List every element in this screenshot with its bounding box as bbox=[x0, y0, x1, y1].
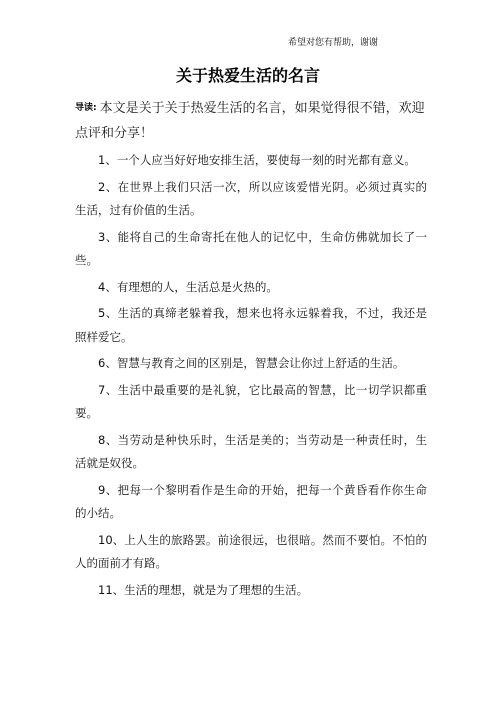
intro-text: 本文是关于关于热爱生活的名言，如果觉得很不错，欢迎点评和分享！ bbox=[75, 101, 425, 141]
quote-item: 6、智慧与教育之间的区别是，智慧会让你过上舒适的生活。 bbox=[98, 356, 405, 370]
quote-item: 10、上人生的旅路罢。前途很远，也很暗。然而不要怕。不怕的人的面前才有路。 bbox=[75, 532, 427, 570]
header-note: 希望对您有帮助，谢谢 bbox=[288, 38, 379, 48]
quote-item: 1、一个人应当好好地安排生活，要使每一刻的时光都有意义。 bbox=[98, 153, 416, 167]
quote-item: 5、生活的真缔老躲着我，想来也将永远躲着我，不过，我还是照样爱它。 bbox=[75, 306, 427, 344]
quote-list bbox=[75, 149, 427, 605]
quote-item: 4、有理想的人，生活总是火热的。 bbox=[98, 279, 278, 294]
quote-item: 8、当劳动是种快乐时，生活是美的；当劳动是一种责任时，生活就是奴役。 bbox=[75, 432, 427, 470]
quote-item: 11、生活的理想，就是为了理想的生活。 bbox=[98, 582, 309, 597]
quote-item: 3、能将自己的生命寄托在他人的记忆中，生命仿佛就加长了一些。 bbox=[75, 229, 427, 267]
document-title: 关于热爱生活的名言 bbox=[175, 66, 320, 85]
intro-paragraph bbox=[75, 96, 431, 146]
quote-item: 2、在世界上我们只活一次，所以应该爱惜光阴。必须过真实的生活，过有价值的生活。 bbox=[75, 179, 427, 217]
quote-item: 9、把每一个黎明看作是生命的开始，把每一个黄昏看作你生命的小结。 bbox=[75, 482, 427, 520]
intro-label: 导读: bbox=[75, 103, 97, 113]
quote-item: 7、生活中最重要的是礼貌，它比最高的智慧，比一切学识都重要。 bbox=[75, 382, 427, 420]
